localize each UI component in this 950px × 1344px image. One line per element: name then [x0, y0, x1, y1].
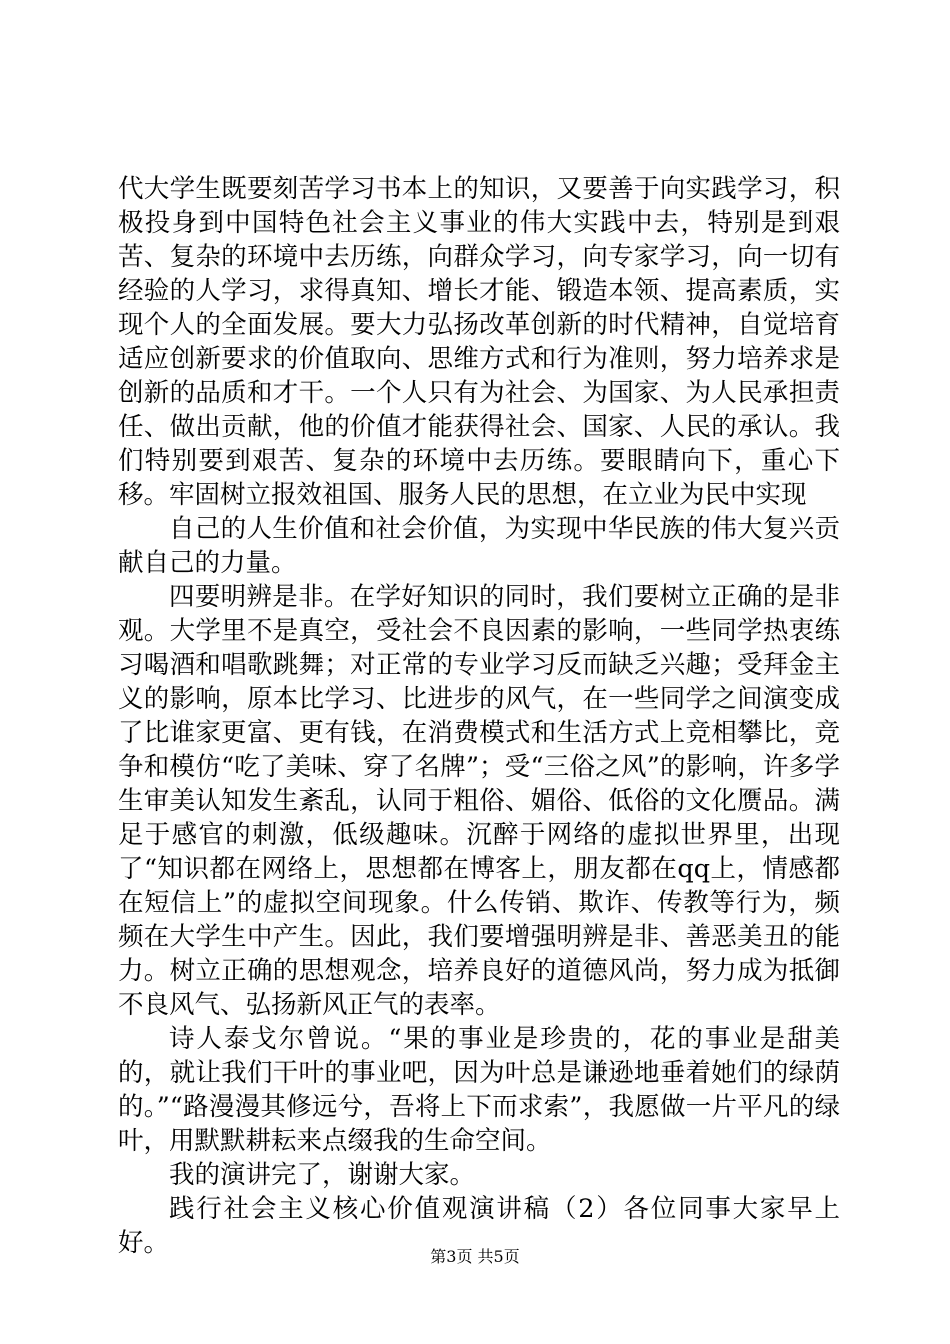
- page-number-footer: 第3页 共5页: [430, 1247, 520, 1266]
- paragraph-continuation: 代大学生既要刻苦学习书本上的知识，又要善于向实践学习，积极投身到中国特色社会主义事业的伟大实践中去，特别是到艰苦、复杂的环境中去历练，向群众学习，向专家学习，向一切有经验的人学习，求得真知、增长才能、锻造本领、提高素质，实现个人的全面发展。要大力弘扬改革创新的时代精神，自觉培育适应创新要求的价值取向、思维方式和行为准则，努力培养求是创新的品质和才干。一个人只有为社会、为国家、为人民承担责任、做出贡献，他的价值才能获得社会、国家、人民的承认。我们特别要到艰苦、复杂的环境中去历练。要眼睛向下，重心下移。牢固树立报效祖国、服务人民的思想，在立业为民中实现: [118, 174, 840, 510]
- paragraph-right-wrong: 四要明辨是非。在学好知识的同时，我们要树立正确的是非观。大学里不是真空，受社会不良因素的影响，一些同学热衷练习喝酒和唱歌跳舞；对正常的专业学习反而缺乏兴趣；受拜金主义的影响，原本比学习、比进步的风气，在一些同学之间演变成了比谁家更富、更有钱，在消费模式和生活方式上竞相攀比，竞争和模仿“吃了美味、穿了名牌”；受“三俗之风”的影响，许多学生审美认知发生紊乱，认同于粗俗、媚俗、低俗的文化赝品。满足于感官的刺激，低级趣味。沉醉于网络的虚拟世界里，出现了“知识都在网络上，思想都在博客上，朋友都在qq上，情感都在短信上”的虚拟空间现象。什么传销、欺诈、传教等行为，频频在大学生中产生。因此，我们要增强明辨是非、善恶美丑的能力。树立正确的思想观念，培养良好的道德风尚，努力成为抵御不良风气、弘扬新风正气的表率。: [118, 582, 840, 1020]
- paragraph-closing: 我的演讲完了，谢谢大家。: [169, 1160, 476, 1190]
- paragraph-tagore-quote: 诗人泰戈尔曾说。“果的事业是珍贵的，花的事业是甜美的，就让我们干叶的事业吧，因为叶总是谦逊地垂着她们的绿荫的。”“路漫漫其修远兮，吾将上下而求索”，我愿做一片平凡的绿叶，用默默耕耘来点缀我的生命空间。: [118, 1024, 840, 1156]
- paragraph-life-value: 自己的人生价值和社会价值，为实现中华民族的伟大复兴贡献自己的力量。: [118, 514, 840, 578]
- document-body: [118, 172, 840, 1260]
- paragraph-next-speech-title: 践行社会主义核心价值观演讲稿（2）各位同事大家早上好。: [118, 1194, 840, 1258]
